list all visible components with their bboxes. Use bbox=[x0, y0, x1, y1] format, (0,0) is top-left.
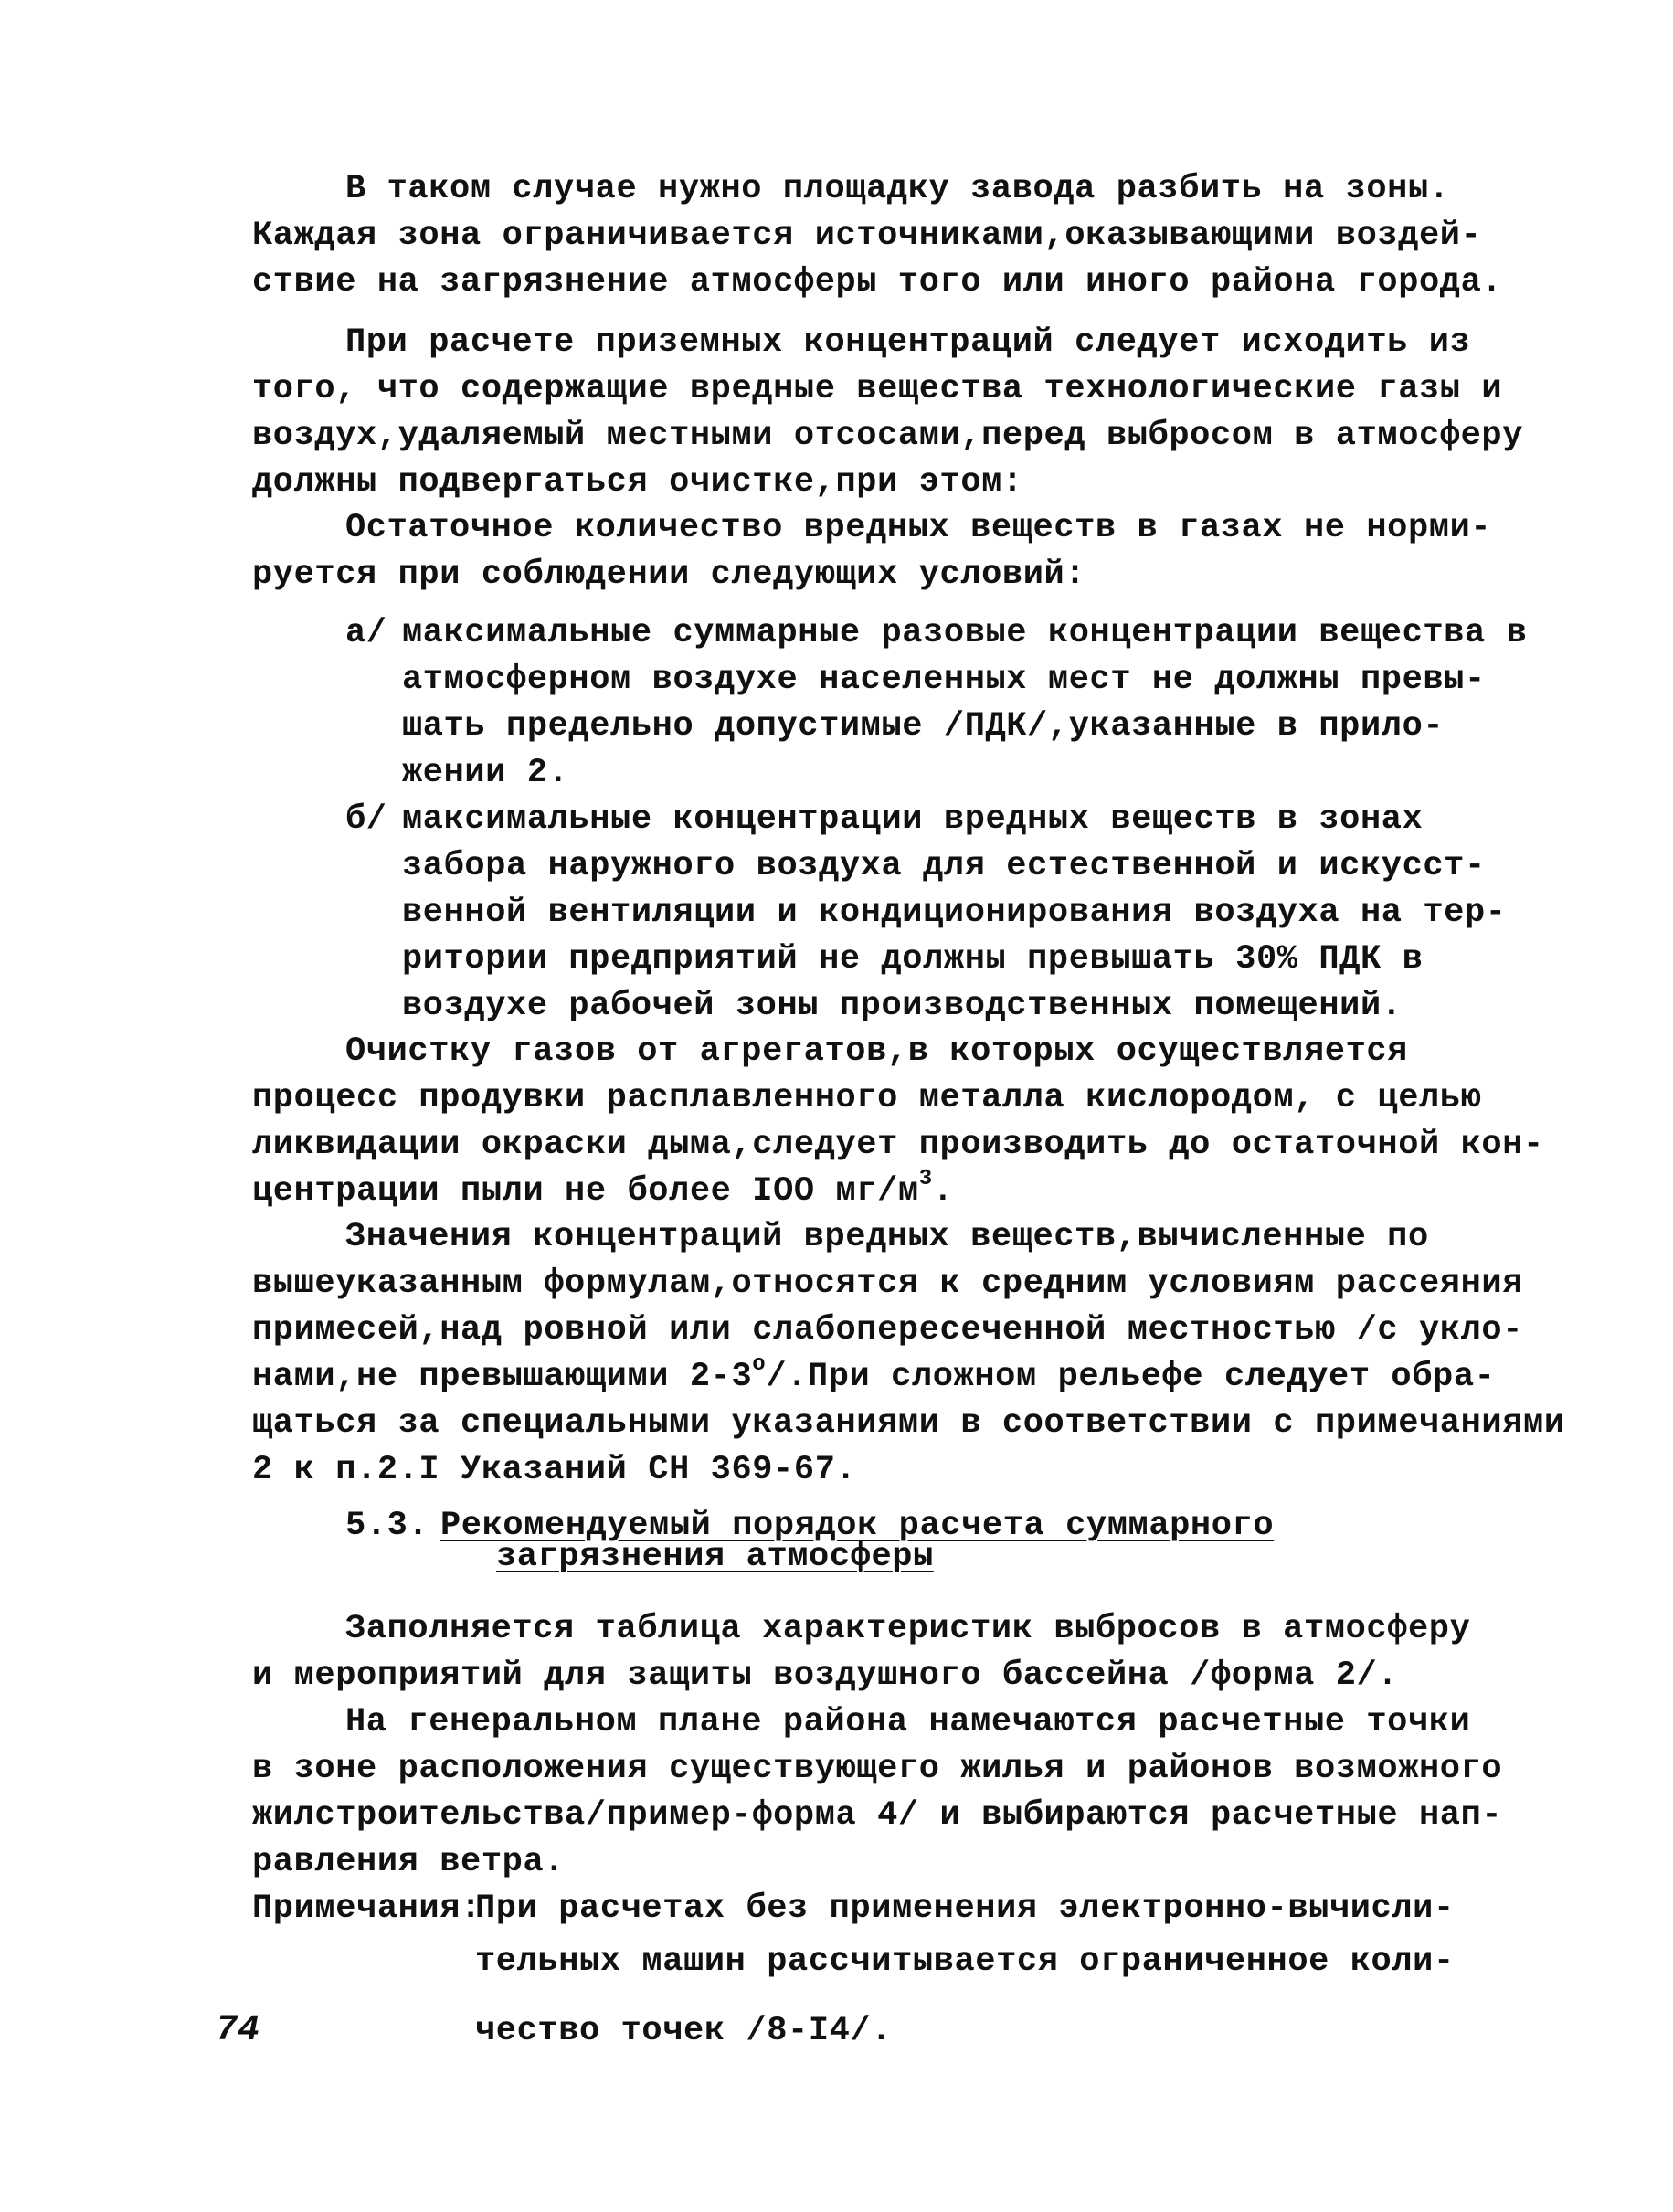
p2-line-4: должны подвергаться очистке,при этом: bbox=[252, 463, 1023, 502]
note-label: Примечания: bbox=[252, 1889, 482, 1928]
p7-line-4: равления ветра. bbox=[252, 1843, 566, 1881]
p7-line-2: в зоне расположения существующего жилья и районов возможного bbox=[252, 1750, 1503, 1788]
section-number: 5.3. bbox=[345, 1507, 429, 1545]
p7-line-1: На генеральном плане района намечаются расчетные точки bbox=[345, 1703, 1471, 1741]
list-a-line-4: жении 2. bbox=[402, 754, 569, 792]
list-a-line-1: максимальные суммарные разовые концентрации вещества в bbox=[402, 614, 1528, 652]
p5-line-4-text: нами,не превышающими 2-3 bbox=[252, 1358, 753, 1396]
section-title-line-1: Рекомендуемый порядок расчета суммарного bbox=[440, 1507, 1275, 1545]
list-a-line-3: шать предельно допустимые /ПДК/,указанные в прило- bbox=[402, 707, 1445, 746]
page-number: 74 bbox=[216, 2010, 260, 2051]
list-b-line-5: воздухе рабочей зоны производственных помещений. bbox=[402, 987, 1403, 1025]
p4-line-3: ликвидации окраски дыма,следует производить до остаточной кон- bbox=[252, 1126, 1544, 1164]
p2-line-3: воздух,удаляемый местными отсосами,перед выбросом в атмосферу bbox=[252, 417, 1524, 455]
list-b-line-4: ритории предприятий не должны превышать 30% ПДК в bbox=[402, 940, 1424, 979]
p4-line-4 bbox=[252, 1166, 954, 1212]
note-line-1: При расчетах без применения электронно-вычисли- bbox=[475, 1889, 1455, 1928]
section-title-line-2: загрязнения атмосферы bbox=[496, 1538, 934, 1576]
cubic-superscript: 3 bbox=[918, 1166, 933, 1191]
p1-line-3: ствие на загрязнение атмосферы того или иного района города. bbox=[252, 263, 1503, 302]
p5-line-6: 2 к п.2.I Указаний СН 369-67. bbox=[252, 1451, 857, 1489]
note-line-3: чество точек /8-I4/. bbox=[475, 2012, 893, 2050]
p4-line-4-text: центрации пыли не более IOO мг/м bbox=[252, 1172, 919, 1211]
list-a-line-2: атмосферном воздухе населенных мест не должны превы- bbox=[402, 661, 1486, 699]
p3-line-2: руется при соблюдении следующих условий: bbox=[252, 556, 1086, 594]
degree-superscript: о bbox=[752, 1351, 767, 1377]
p4-line-2: процесс продувки расплавленного металла кислородом, с целью bbox=[252, 1079, 1482, 1117]
p5-line-2: вышеуказанным формулам,относятся к средним условиям рассеяния bbox=[252, 1265, 1524, 1303]
note-line-2: тельных машин рассчитывается ограниченное коли- bbox=[475, 1942, 1455, 1981]
p5-line-5: щаться за специальными указаниями в соответствии с примечаниями bbox=[252, 1404, 1565, 1443]
list-b-line-3: венной вентиляции и кондиционирования воздуха на тер- bbox=[402, 894, 1507, 932]
p5-line-3: примесей,над ровной или слабопересеченной местностью /с укло- bbox=[252, 1311, 1524, 1349]
p7-line-3: жилстроительства/пример-форма 4/ и выбираются расчетные нап- bbox=[252, 1796, 1503, 1835]
p4-line-4-end: . bbox=[932, 1172, 954, 1211]
p2-line-1: При расчете приземных концентраций следует исходить из bbox=[345, 323, 1471, 362]
list-b-line-2: забора наружного воздуха для естественной и искусст- bbox=[402, 847, 1486, 885]
p2-line-2: того, что содержащие вредные вещества технологические газы и bbox=[252, 370, 1503, 408]
p1-line-2: Каждая зона ограничивается источниками,оказывающими воздей- bbox=[252, 217, 1482, 255]
p6-line-2: и мероприятий для защиты воздушного бассейна /форма 2/. bbox=[252, 1656, 1399, 1695]
list-b-line-1: максимальные концентрации вредных веществ в зонах bbox=[402, 800, 1424, 839]
list-a-marker: а/ bbox=[345, 614, 387, 652]
p1-line-1: В таком случае нужно площадку завода разбить на зоны. bbox=[345, 170, 1450, 208]
p5-line-1: Значения концентраций вредных веществ,вычисленные по bbox=[345, 1218, 1429, 1256]
p5-line-4-end: /.При сложном рельефе следует обра- bbox=[766, 1358, 1496, 1396]
list-b-marker: б/ bbox=[345, 800, 387, 839]
p4-line-1: Очистку газов от агрегатов,в которых осуществляется bbox=[345, 1032, 1408, 1071]
p6-line-1: Заполняется таблица характеристик выбросов в атмосферу bbox=[345, 1610, 1471, 1648]
p5-line-4 bbox=[252, 1351, 1496, 1398]
p3-line-1: Остаточное количество вредных веществ в газах не норми- bbox=[345, 509, 1492, 547]
